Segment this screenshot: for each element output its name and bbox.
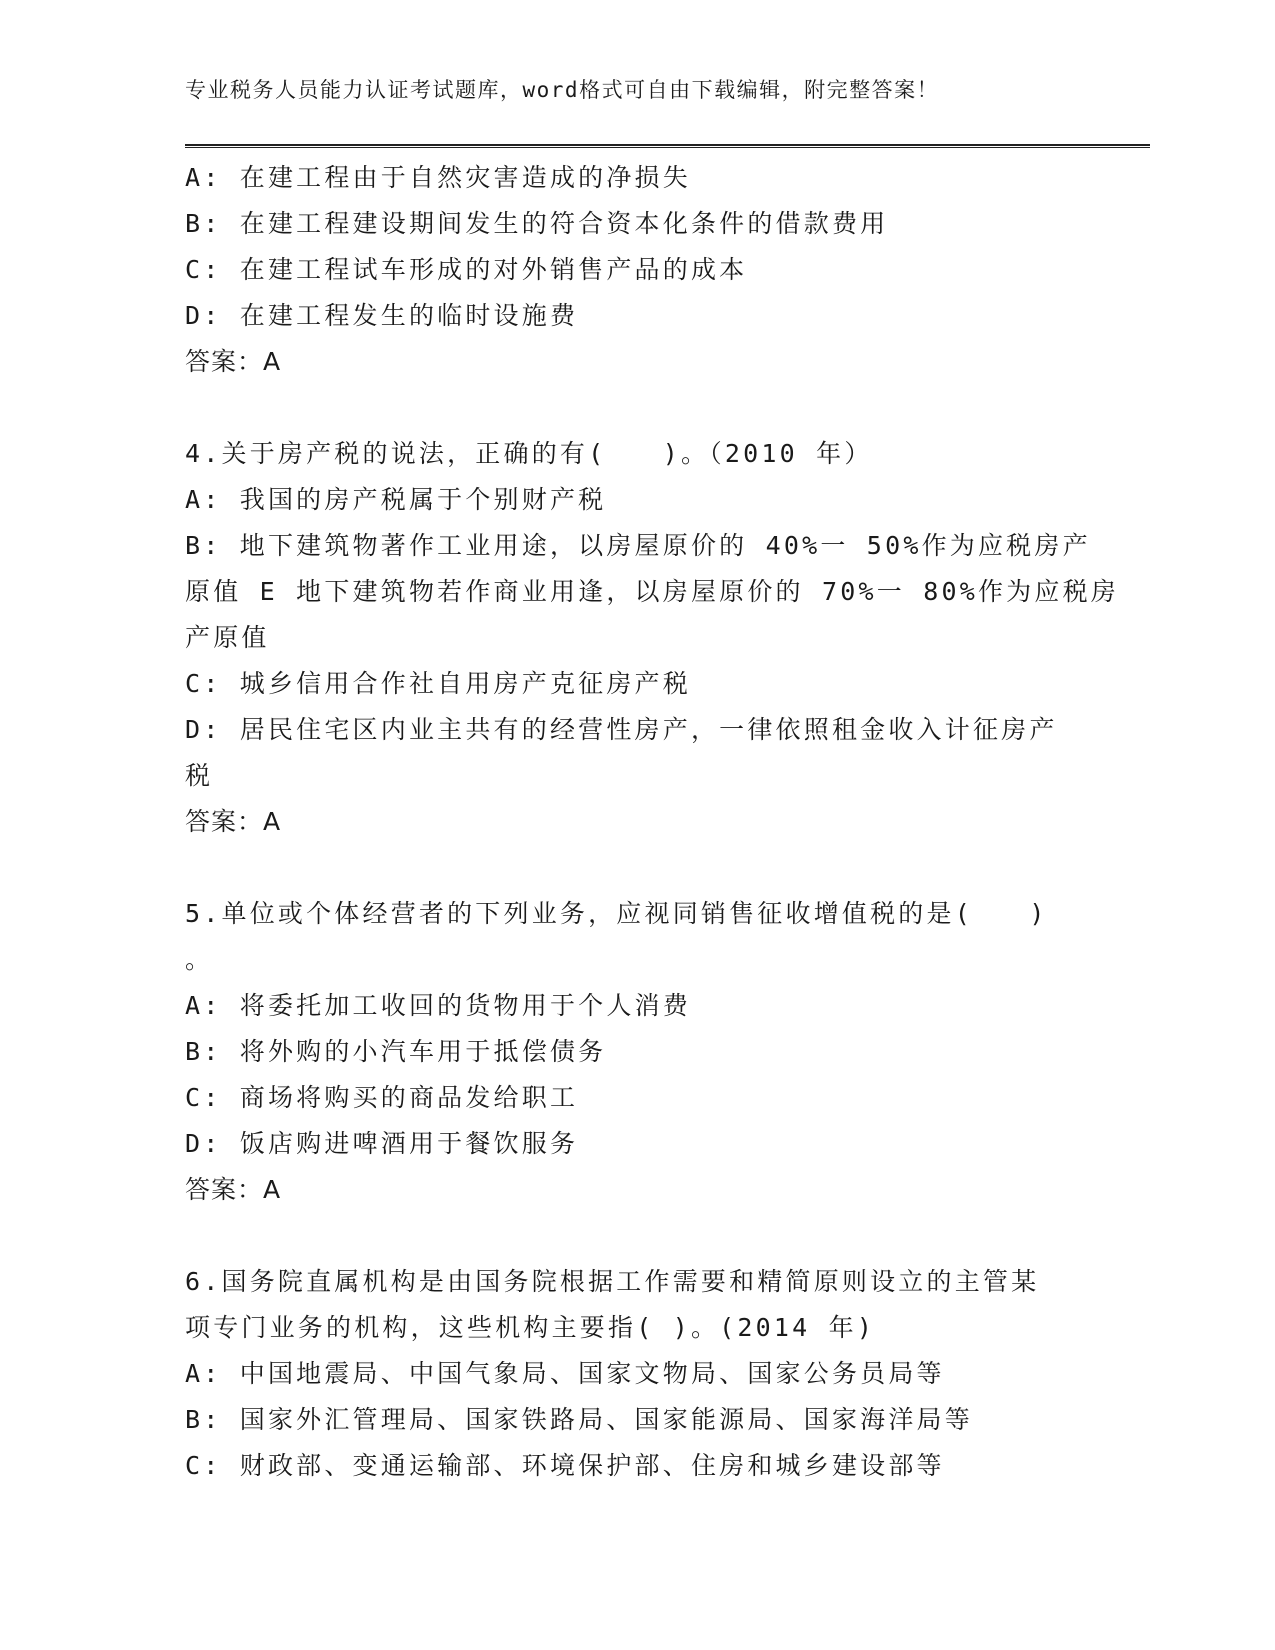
- answer-line: 答案：A: [185, 1175, 282, 1204]
- option-line: 原值 E 地下建筑物若作商业用逢，以房屋原价的 70%一 80%作为应税房: [185, 577, 1119, 606]
- option-line: 产原值: [185, 623, 270, 652]
- question-block: [185, 1259, 1085, 1489]
- option-line: D: 在建工程发生的临时设施费: [185, 301, 579, 330]
- option-line: C: 商场将购买的商品发给职工: [185, 1083, 579, 1112]
- question-block: [185, 431, 1119, 845]
- option-line: C: 在建工程试车形成的对外销售产品的成本: [185, 255, 748, 284]
- page-header: 专业税务人员能力认证考试题库，word格式可自由下载编辑，附完整答案！: [185, 78, 940, 102]
- option-line: B: 地下建筑物著作工业用途，以房屋原价的 40%一 50%作为应税房产: [185, 531, 1091, 560]
- option-line: C: 财政部、变通运输部、环境保护部、住房和城乡建设部等: [185, 1451, 945, 1480]
- option-line: B: 在建工程建设期间发生的符合资本化条件的借款费用: [185, 209, 889, 238]
- option-line: D: 居民住宅区内业主共有的经营性房产，一律依照租金收入计征房产: [185, 715, 1058, 744]
- question-content: [185, 155, 1119, 1489]
- question-stem: 6.国务院直属机构是由国务院根据工作需要和精简原则设立的主管某: [185, 1267, 1040, 1296]
- option-line: A: 中国地震局、中国气象局、国家文物局、国家公务员局等: [185, 1359, 945, 1388]
- answer-line: 答案：A: [185, 347, 282, 376]
- question-block: [185, 155, 1085, 385]
- option-line: B: 将外购的小汽车用于抵偿债务: [185, 1037, 607, 1066]
- question-stem: 5.单位或个体经营者的下列业务，应视同销售征收增值税的是( ): [185, 899, 1048, 928]
- answer-line: 答案：A: [185, 807, 282, 836]
- header-divider: [185, 144, 1150, 148]
- option-line: D: 饭店购进啤酒用于餐饮服务: [185, 1129, 579, 1158]
- question-stem: 项专门业务的机构，这些机构主要指( )。(2014 年): [185, 1313, 876, 1342]
- option-line: A: 我国的房产税属于个别财产税: [185, 485, 607, 514]
- option-line: B: 国家外汇管理局、国家铁路局、国家能源局、国家海洋局等: [185, 1405, 973, 1434]
- option-line: A: 在建工程由于自然灾害造成的净损失: [185, 163, 691, 192]
- option-line: A: 将委托加工收回的货物用于个人消费: [185, 991, 691, 1020]
- option-line: C: 城乡信用合作社自用房产克征房产税: [185, 669, 691, 698]
- option-line: 税: [185, 761, 214, 790]
- question-stem: 。: [185, 945, 214, 974]
- question-stem: 4.关于房产税的说法，正确的有( )。（2010 年）: [185, 439, 873, 468]
- question-block: [185, 891, 1085, 1213]
